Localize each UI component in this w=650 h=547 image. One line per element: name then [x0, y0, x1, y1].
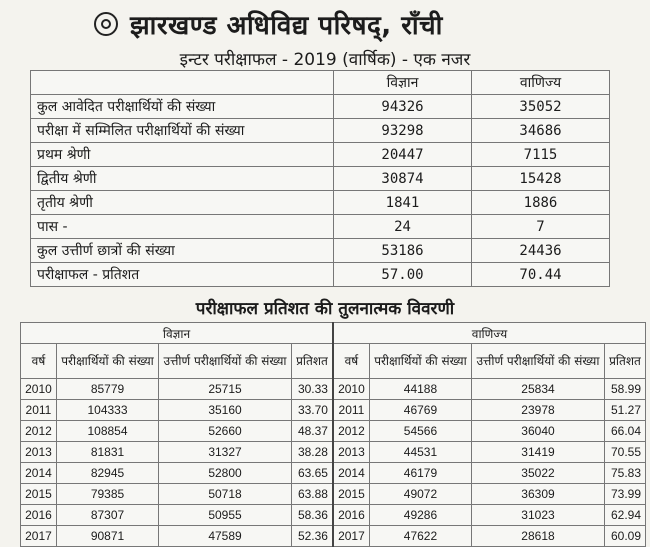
summary-science-value: 24 — [334, 215, 472, 239]
science-percent-cell: 30.33 — [291, 379, 333, 400]
science-examinees-cell: 108854 — [56, 421, 158, 442]
summary-header-science: विज्ञान — [334, 71, 472, 95]
commerce-year-cell: 2014 — [333, 463, 369, 484]
comparison-row — [21, 484, 646, 505]
comparison-row — [21, 463, 646, 484]
council-title: झारखण्ड अधिविद्य परिषद्, राँची — [130, 11, 443, 41]
summary-row-label: परीक्षाफल - प्रतिशत — [31, 263, 334, 287]
commerce-examinees-cell: 49072 — [369, 484, 471, 505]
col-percent-commerce: प्रतिशत — [604, 344, 645, 379]
group-science: विज्ञान — [21, 323, 333, 344]
summary-row-label: तृतीय श्रेणी — [31, 191, 334, 215]
summary-row-label: प्रथम श्रेणी — [31, 143, 334, 167]
science-percent-cell: 58.36 — [291, 505, 333, 526]
summary-row-label: कुल उत्तीर्ण छात्रों की संख्या — [31, 239, 334, 263]
summary-commerce-value: 24436 — [472, 239, 610, 263]
science-passed-cell: 52660 — [159, 421, 292, 442]
commerce-examinees-cell: 46769 — [369, 400, 471, 421]
summary-science-value: 1841 — [334, 191, 472, 215]
summary-commerce-value: 15428 — [472, 167, 610, 191]
commerce-examinees-cell: 49286 — [369, 505, 471, 526]
comparison-row — [21, 505, 646, 526]
summary-row-label: पास - — [31, 215, 334, 239]
summary-science-value: 57.00 — [334, 263, 472, 287]
summary-row — [31, 143, 610, 167]
science-year-cell: 2011 — [21, 400, 57, 421]
science-passed-cell: 25715 — [159, 379, 292, 400]
science-passed-cell: 50718 — [159, 484, 292, 505]
col-examinees-science: परीक्षार्थियों की संख्या — [56, 344, 158, 379]
science-percent-cell: 63.65 — [291, 463, 333, 484]
commerce-passed-cell: 36309 — [472, 484, 605, 505]
summary-commerce-value: 70.44 — [472, 263, 610, 287]
commerce-passed-cell: 25834 — [472, 379, 605, 400]
commerce-examinees-cell: 44531 — [369, 442, 471, 463]
science-examinees-cell: 81831 — [56, 442, 158, 463]
science-year-cell: 2010 — [21, 379, 57, 400]
commerce-examinees-cell: 54566 — [369, 421, 471, 442]
science-examinees-cell: 104333 — [56, 400, 158, 421]
comparison-row — [21, 400, 646, 421]
summary-commerce-value: 1886 — [472, 191, 610, 215]
comparison-table — [20, 322, 646, 547]
summary-row — [31, 167, 610, 191]
science-passed-cell: 52800 — [159, 463, 292, 484]
commerce-year-cell: 2011 — [333, 400, 369, 421]
summary-commerce-value: 7115 — [472, 143, 610, 167]
science-year-cell: 2015 — [21, 484, 57, 505]
commerce-percent-cell: 51.27 — [604, 400, 645, 421]
commerce-passed-cell: 28618 — [472, 526, 605, 547]
commerce-percent-cell: 60.09 — [604, 526, 645, 547]
commerce-examinees-cell: 47622 — [369, 526, 471, 547]
commerce-year-cell: 2015 — [333, 484, 369, 505]
science-percent-cell: 63.88 — [291, 484, 333, 505]
science-year-cell: 2017 — [21, 526, 57, 547]
emblem-icon — [94, 12, 118, 36]
commerce-examinees-cell: 44188 — [369, 379, 471, 400]
science-year-cell: 2016 — [21, 505, 57, 526]
col-year-science: वर्ष — [21, 344, 57, 379]
summary-science-value: 94326 — [334, 95, 472, 119]
commerce-percent-cell: 75.83 — [604, 463, 645, 484]
summary-science-value: 93298 — [334, 119, 472, 143]
commerce-passed-cell: 35022 — [472, 463, 605, 484]
comparison-row — [21, 442, 646, 463]
science-examinees-cell: 85779 — [56, 379, 158, 400]
summary-science-value: 53186 — [334, 239, 472, 263]
science-percent-cell: 33.70 — [291, 400, 333, 421]
document-header — [0, 4, 650, 44]
commerce-passed-cell: 31419 — [472, 442, 605, 463]
science-passed-cell: 47589 — [159, 526, 292, 547]
col-examinees-commerce: परीक्षार्थियों की संख्या — [369, 344, 471, 379]
science-passed-cell: 50955 — [159, 505, 292, 526]
commerce-passed-cell: 36040 — [472, 421, 605, 442]
commerce-percent-cell: 73.99 — [604, 484, 645, 505]
commerce-year-cell: 2010 — [333, 379, 369, 400]
col-percent-science: प्रतिशत — [291, 344, 333, 379]
commerce-year-cell: 2016 — [333, 505, 369, 526]
summary-header-blank — [31, 71, 334, 95]
summary-science-value: 30874 — [334, 167, 472, 191]
summary-commerce-value: 34686 — [472, 119, 610, 143]
comparison-row — [21, 421, 646, 442]
commerce-year-cell: 2017 — [333, 526, 369, 547]
commerce-year-cell: 2013 — [333, 442, 369, 463]
science-examinees-cell: 87307 — [56, 505, 158, 526]
science-examinees-cell: 82945 — [56, 463, 158, 484]
commerce-percent-cell: 66.04 — [604, 421, 645, 442]
summary-row — [31, 215, 610, 239]
col-passed-commerce: उत्तीर्ण परीक्षार्थियों की संख्या — [472, 344, 605, 379]
comparison-row — [21, 379, 646, 400]
summary-table — [30, 70, 610, 287]
science-passed-cell: 31327 — [159, 442, 292, 463]
comparison-header-row — [21, 344, 646, 379]
science-passed-cell: 35160 — [159, 400, 292, 421]
comparison-group-row — [21, 323, 646, 344]
science-year-cell: 2014 — [21, 463, 57, 484]
col-passed-science: उत्तीर्ण परीक्षार्थियों की संख्या — [159, 344, 292, 379]
science-year-cell: 2013 — [21, 442, 57, 463]
commerce-year-cell: 2012 — [333, 421, 369, 442]
science-percent-cell: 52.36 — [291, 526, 333, 547]
summary-row-label: कुल आवेदित परीक्षार्थियों की संख्या — [31, 95, 334, 119]
science-percent-cell: 48.37 — [291, 421, 333, 442]
commerce-passed-cell: 23978 — [472, 400, 605, 421]
science-percent-cell: 38.28 — [291, 442, 333, 463]
summary-row — [31, 239, 610, 263]
summary-row — [31, 191, 610, 215]
summary-row-label: परीक्षा में सम्मिलित परीक्षार्थियों की संख्या — [31, 119, 334, 143]
col-year-commerce: वर्ष — [333, 344, 369, 379]
summary-science-value: 20447 — [334, 143, 472, 167]
summary-row-label: द्वितीय श्रेणी — [31, 167, 334, 191]
science-year-cell: 2012 — [21, 421, 57, 442]
commerce-percent-cell: 58.99 — [604, 379, 645, 400]
commerce-percent-cell: 70.55 — [604, 442, 645, 463]
summary-row — [31, 95, 610, 119]
commerce-passed-cell: 31023 — [472, 505, 605, 526]
group-commerce: वाणिज्य — [333, 323, 646, 344]
summary-header-commerce: वाणिज्य — [472, 71, 610, 95]
summary-commerce-value: 7 — [472, 215, 610, 239]
commerce-examinees-cell: 46179 — [369, 463, 471, 484]
comparison-row — [21, 526, 646, 547]
science-examinees-cell: 79385 — [56, 484, 158, 505]
summary-commerce-value: 35052 — [472, 95, 610, 119]
result-subtitle: इन्टर परीक्षाफल - 2019 (वार्षिक) - एक नजर — [179, 50, 471, 70]
summary-header-row — [31, 71, 610, 95]
commerce-percent-cell: 62.94 — [604, 505, 645, 526]
summary-row — [31, 119, 610, 143]
science-examinees-cell: 90871 — [56, 526, 158, 547]
summary-row — [31, 263, 610, 287]
comparison-title: परीक्षाफल प्रतिशत की तुलनात्मक विवरणी — [195, 299, 455, 319]
